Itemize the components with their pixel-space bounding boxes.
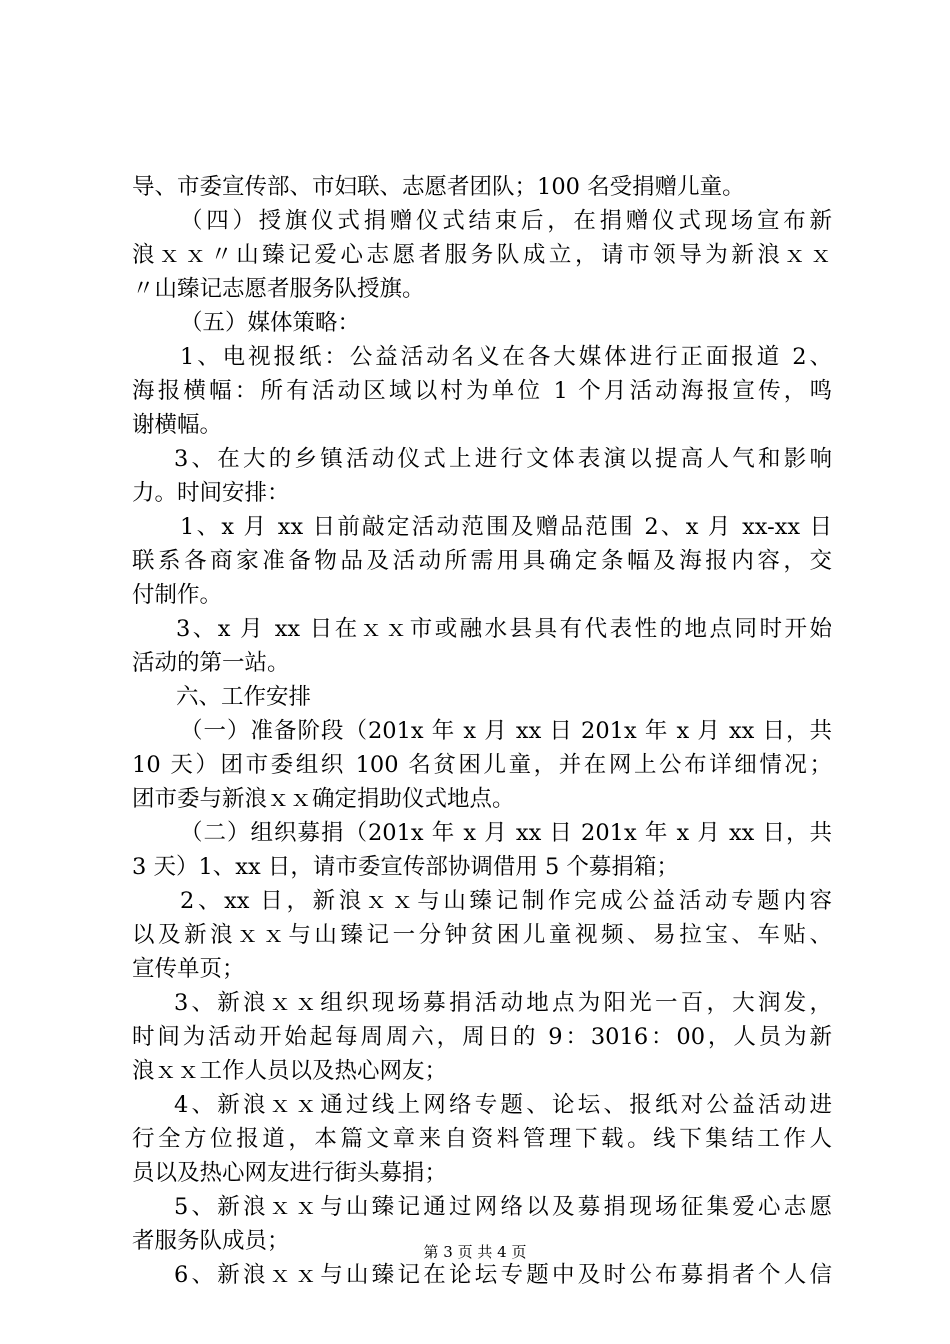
document-body bbox=[132, 170, 832, 1292]
text-line: 2、xx 日，新浪ｘｘ与山臻记制作完成公益活动专题内容 bbox=[180, 888, 832, 914]
text-line: 导、市委宣传部、市妇联、志愿者团队；100 名受捐赠儿童。 bbox=[132, 174, 745, 200]
text-line: （一）准备阶段（201x 年 x 月 xx 日 201x 年 x 月 xx 日，共 bbox=[180, 718, 832, 744]
text-line: 谢横幅。 bbox=[132, 412, 223, 438]
text-line: 4、新浪ｘｘ通过线上网络专题、论坛、报纸对公益活动进 bbox=[174, 1092, 832, 1118]
text-line: 浪ｘｘ工作人员以及热心网友； bbox=[132, 1058, 448, 1084]
text-line: （四）授旗仪式捐赠仪式结束后，在捐赠仪式现场宣布新 bbox=[180, 208, 832, 234]
text-line: 宣传单页； bbox=[132, 956, 245, 982]
text-line: 5、新浪ｘｘ与山臻记通过网络以及募捐现场征集爱心志愿 bbox=[174, 1194, 832, 1220]
text-line: 时间为活动开始起每周周六，周日的 9：3016：00，人员为新 bbox=[132, 1024, 832, 1050]
text-line: （二）组织募捐（201x 年 x 月 xx 日 201x 年 x 月 xx 日，共 bbox=[180, 820, 832, 846]
text-line: 力。时间安排： bbox=[132, 480, 290, 506]
text-line: 3 天）1、xx 日，请市委宣传部协调借用 5 个募捐箱； bbox=[132, 854, 679, 880]
text-line: 3、x 月 xx 日在ｘｘ市或融水县具有代表性的地点同时开始 bbox=[176, 616, 832, 642]
text-line: 6、新浪ｘｘ与山臻记在论坛专题中及时公布募捐者个人信 bbox=[174, 1262, 832, 1288]
text-line: 团市委与新浪ｘｘ确定捐助仪式地点。 bbox=[132, 786, 515, 812]
text-line: 海报横幅：所有活动区域以村为单位 1 个月活动海报宣传，鸣 bbox=[132, 378, 832, 404]
text-line: 员以及热心网友进行街头募捐； bbox=[132, 1160, 448, 1186]
text-line: 浪ｘｘ〃山臻记爱心志愿者服务队成立，请市领导为新浪ｘｘ bbox=[132, 242, 832, 268]
text-line: 10 天）团市委组织 100 名贫困儿童，并在网上公布详细情况； bbox=[132, 752, 832, 778]
text-line: 联系各商家准备物品及活动所需用具确定条幅及海报内容，交 bbox=[132, 548, 832, 574]
text-line: 付制作。 bbox=[132, 582, 223, 608]
text-line: 1、x 月 xx 日前敲定活动范围及赠品范围 2、x 月 xx-xx 日 bbox=[180, 514, 832, 540]
text-line: 六、工作安排 bbox=[176, 684, 312, 710]
text-line: 3、在大的乡镇活动仪式上进行文体表演以提高人气和影响 bbox=[174, 446, 832, 472]
text-line: 3、新浪ｘｘ组织现场募捐活动地点为阳光一百，大润发， bbox=[174, 990, 832, 1016]
text-line: 以及新浪ｘｘ与山臻记一分钟贫困儿童视频、易拉宝、车贴、 bbox=[132, 922, 832, 948]
text-line: 者服务队成员； bbox=[132, 1228, 290, 1254]
text-line: 活动的第一站。 bbox=[132, 650, 290, 676]
text-line: 1、电视报纸：公益活动名义在各大媒体进行正面报道 2、 bbox=[180, 344, 832, 370]
page-footer: 第 3 页 共 4 页 bbox=[423, 1243, 527, 1261]
text-line: 行全方位报道，本篇文章来自资料管理下载。线下集结工作人 bbox=[132, 1126, 832, 1152]
text-line: （五）媒体策略： bbox=[180, 310, 361, 336]
text-line: 〃山臻记志愿者服务队授旗。 bbox=[132, 276, 425, 302]
